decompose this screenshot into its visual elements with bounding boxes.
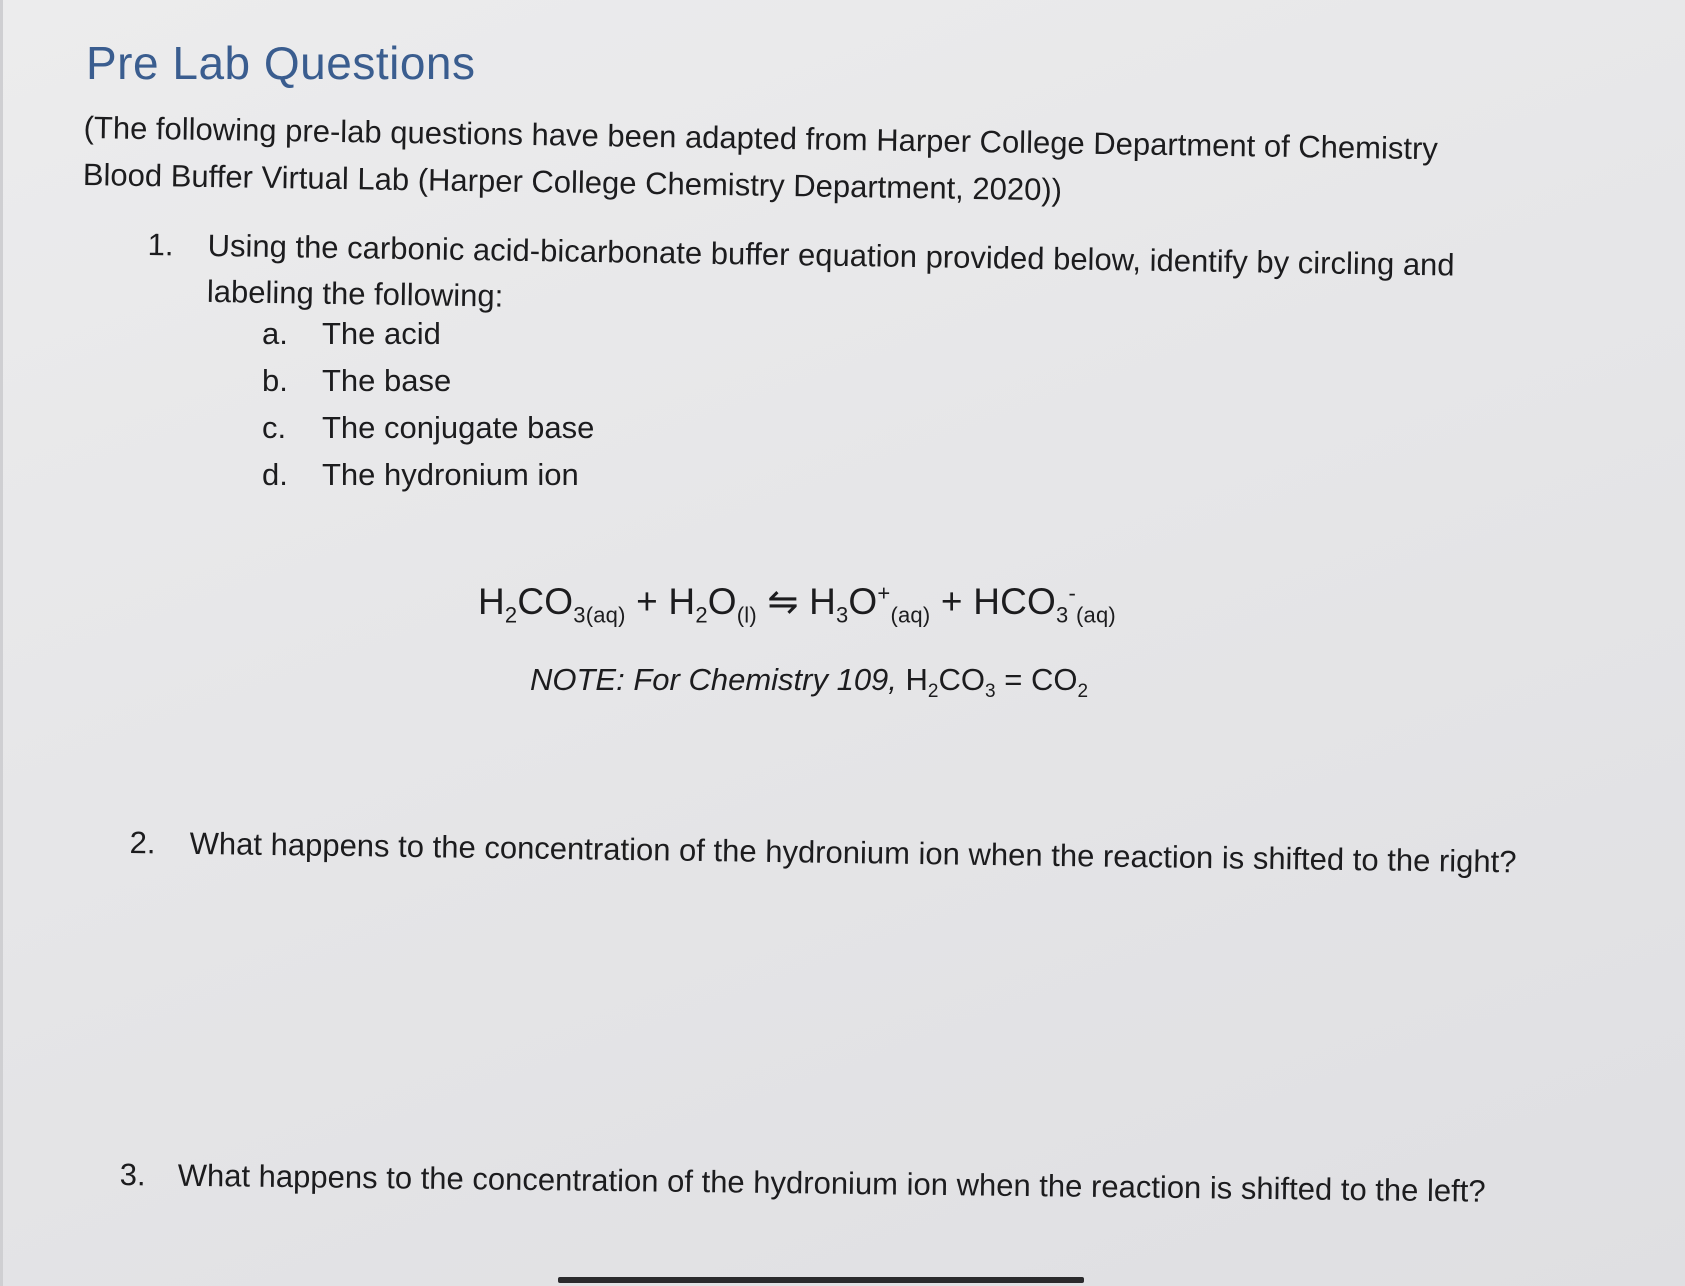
water: $H_2O_{(l)}$ — [668, 581, 757, 628]
intro-paragraph: (The following pre-lab questions have been adapted from Harper College Department of Chemistry Blood Buffer Virtual Lab (Harper College Chemistry Department, 2020)) — [82, 109, 1439, 208]
question-number: 2. — [129, 824, 156, 861]
page-title: Pre Lab Questions — [86, 37, 476, 89]
sub-item-letter: b. — [262, 363, 288, 398]
plus-sign: + — [636, 581, 658, 622]
carbonic-acid: $H_2CO_{3(aq)}$ — [478, 581, 626, 628]
question-text: What happens to the concentration of the hydronium ion when the reaction is shifted to the left? — [177, 1157, 1486, 1209]
sub-item-letter: d. — [262, 457, 288, 492]
sub-item-letter: c. — [262, 410, 287, 445]
equilibrium-arrow: ⇋ — [767, 581, 799, 622]
question-text: What happens to the concentration of the hydronium ion when the reaction is shifted to the right? — [189, 825, 1517, 880]
chemistry-note: NOTE: For Chemistry 109, $H_2CO_3 = CO_2$ — [530, 662, 1089, 703]
question-1 — [147, 222, 1528, 314]
question-3 — [119, 1152, 1550, 1209]
page-edge — [0, 0, 3, 1286]
buffer-equation — [478, 580, 1116, 628]
sub-item-label: The base — [322, 363, 452, 398]
sub-item-label: The hydronium ion — [322, 457, 579, 492]
hydronium: $H_3O^+_{(aq)}$ — [809, 580, 931, 628]
sub-item-letter: a. — [262, 316, 288, 351]
note-text: NOTE: For Chemistry 109, — [530, 662, 906, 697]
bicarbonate: $HCO_3^-_{(aq)}$ — [973, 580, 1116, 628]
question-number: 1. — [147, 226, 174, 263]
question-text: Using the carbonic acid-bicarbonate buffer equation provided below, identify by circling and labeling the following: — [206, 227, 1455, 314]
question-number: 3. — [119, 1156, 146, 1193]
sub-item-label: The acid — [322, 316, 441, 351]
plus-sign: + — [940, 581, 963, 622]
sub-item-label: The conjugate base — [322, 410, 595, 445]
bottom-rule — [558, 1277, 1084, 1283]
question-2 — [129, 820, 1550, 880]
